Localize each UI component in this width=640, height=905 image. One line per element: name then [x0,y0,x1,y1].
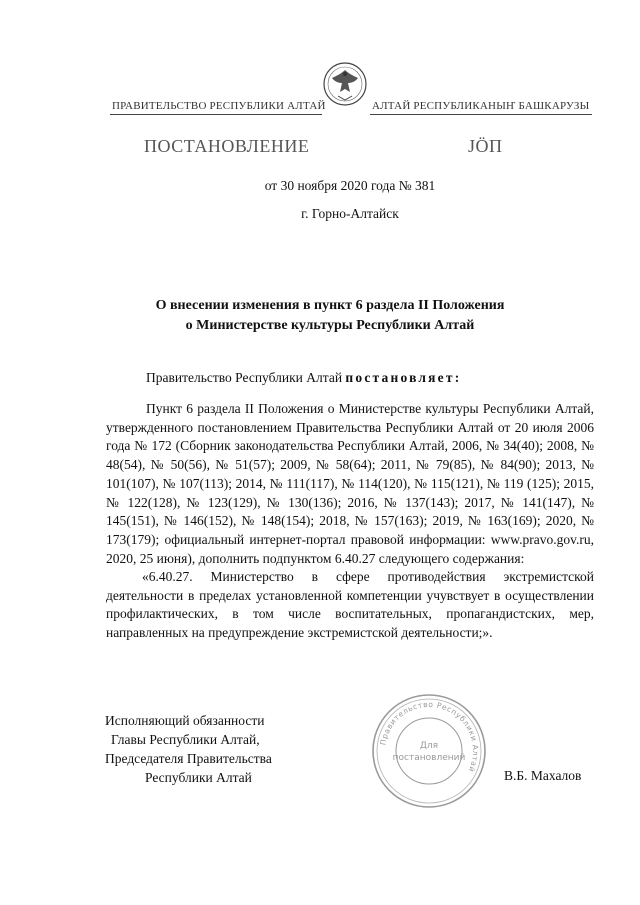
body-paragraph-2: «6.40.27. Министерство в сфере противодействия экстремистской деятельности в пределах установленной компетенции учувствует в осуществлении профилактических, в том числе воспитательных, пропагандистских, мер, направленных на предупреждение экстремистской деятельности;». [106,569,594,641]
stamp-ring-text: Правительство Республики Алтай [378,699,481,774]
title-line-2: о Министерстве культуры Республики Алтай [185,318,475,333]
doc-type-alt: ЈӦП [468,136,503,156]
signature-block [105,711,272,787]
signature-line-3: Председателя Правительства [105,751,272,766]
header-rule-right [370,114,592,115]
title-line-1: О внесении изменения в пункт 6 раздела II Положения [155,298,505,313]
body-paragraph-1: Пункт 6 раздела II Положения о Министерстве культуры Республики Алтай, утвержденного постановлением Правительства Республики Алтай от 20 июля 2006 года № 172 (Сборник законодательства Республики Алтай, 2006, № 34(40); 2008, № 48(54), № 50(56), № 51(57); 2009, № 58(64); 2011, № 79(85), № 84(90); 2013, № 101(107), № 107(113); 2014, № 111(117), № 114(120), № 115(121), № 119 (125); 2015, № 122(128), № 123(129), № 130(136); 2016, № 137(143); 2017, № 141(147), № 145(151), № 146(152), № 148(154); 2018, № 157(163); 2019, № 163(169); 2020, № 173(179); официальный интернет-портал правовой информации: www.pravo.gov.ru, 2020, 25 июня), дополнить подпунктом 6.40.27 следующего содержания: [106,401,594,566]
enacting-clause [146,370,461,386]
doc-type-ru: ПОСТАНОВЛЕНИЕ [144,136,310,156]
enacting-clause-verb: постановляет: [345,370,462,385]
signature-line-2: Главы Республики Алтай, [111,732,260,747]
signature-line-4: Республики Алтай [145,770,252,785]
stamp-center-line-1: Для [419,741,439,751]
header-government-name-ru: ПРАВИТЕЛЬСТВО РЕСПУБЛИКИ АЛТАЙ [112,100,326,112]
coat-of-arms-emblem [322,58,368,110]
date-and-number: от 30 ноября 2020 года № 381 [264,178,436,193]
header-government-name-alt: АЛТАЙ РЕСПУБЛИКАНЫҤ БАШКАРУЗЫ [372,100,590,112]
official-stamp [371,693,487,809]
signature-line-1: Исполняющий обязанности [105,713,265,728]
signer-name: В.Б. Махалов [504,768,582,783]
header-rule-left [110,114,322,115]
enacting-clause-text: Правительство Республики Алтай [146,370,346,385]
document-title [80,296,580,336]
city: г. Горно-Алтайск [301,206,399,221]
stamp-center-line-2: постановлений [392,753,466,763]
